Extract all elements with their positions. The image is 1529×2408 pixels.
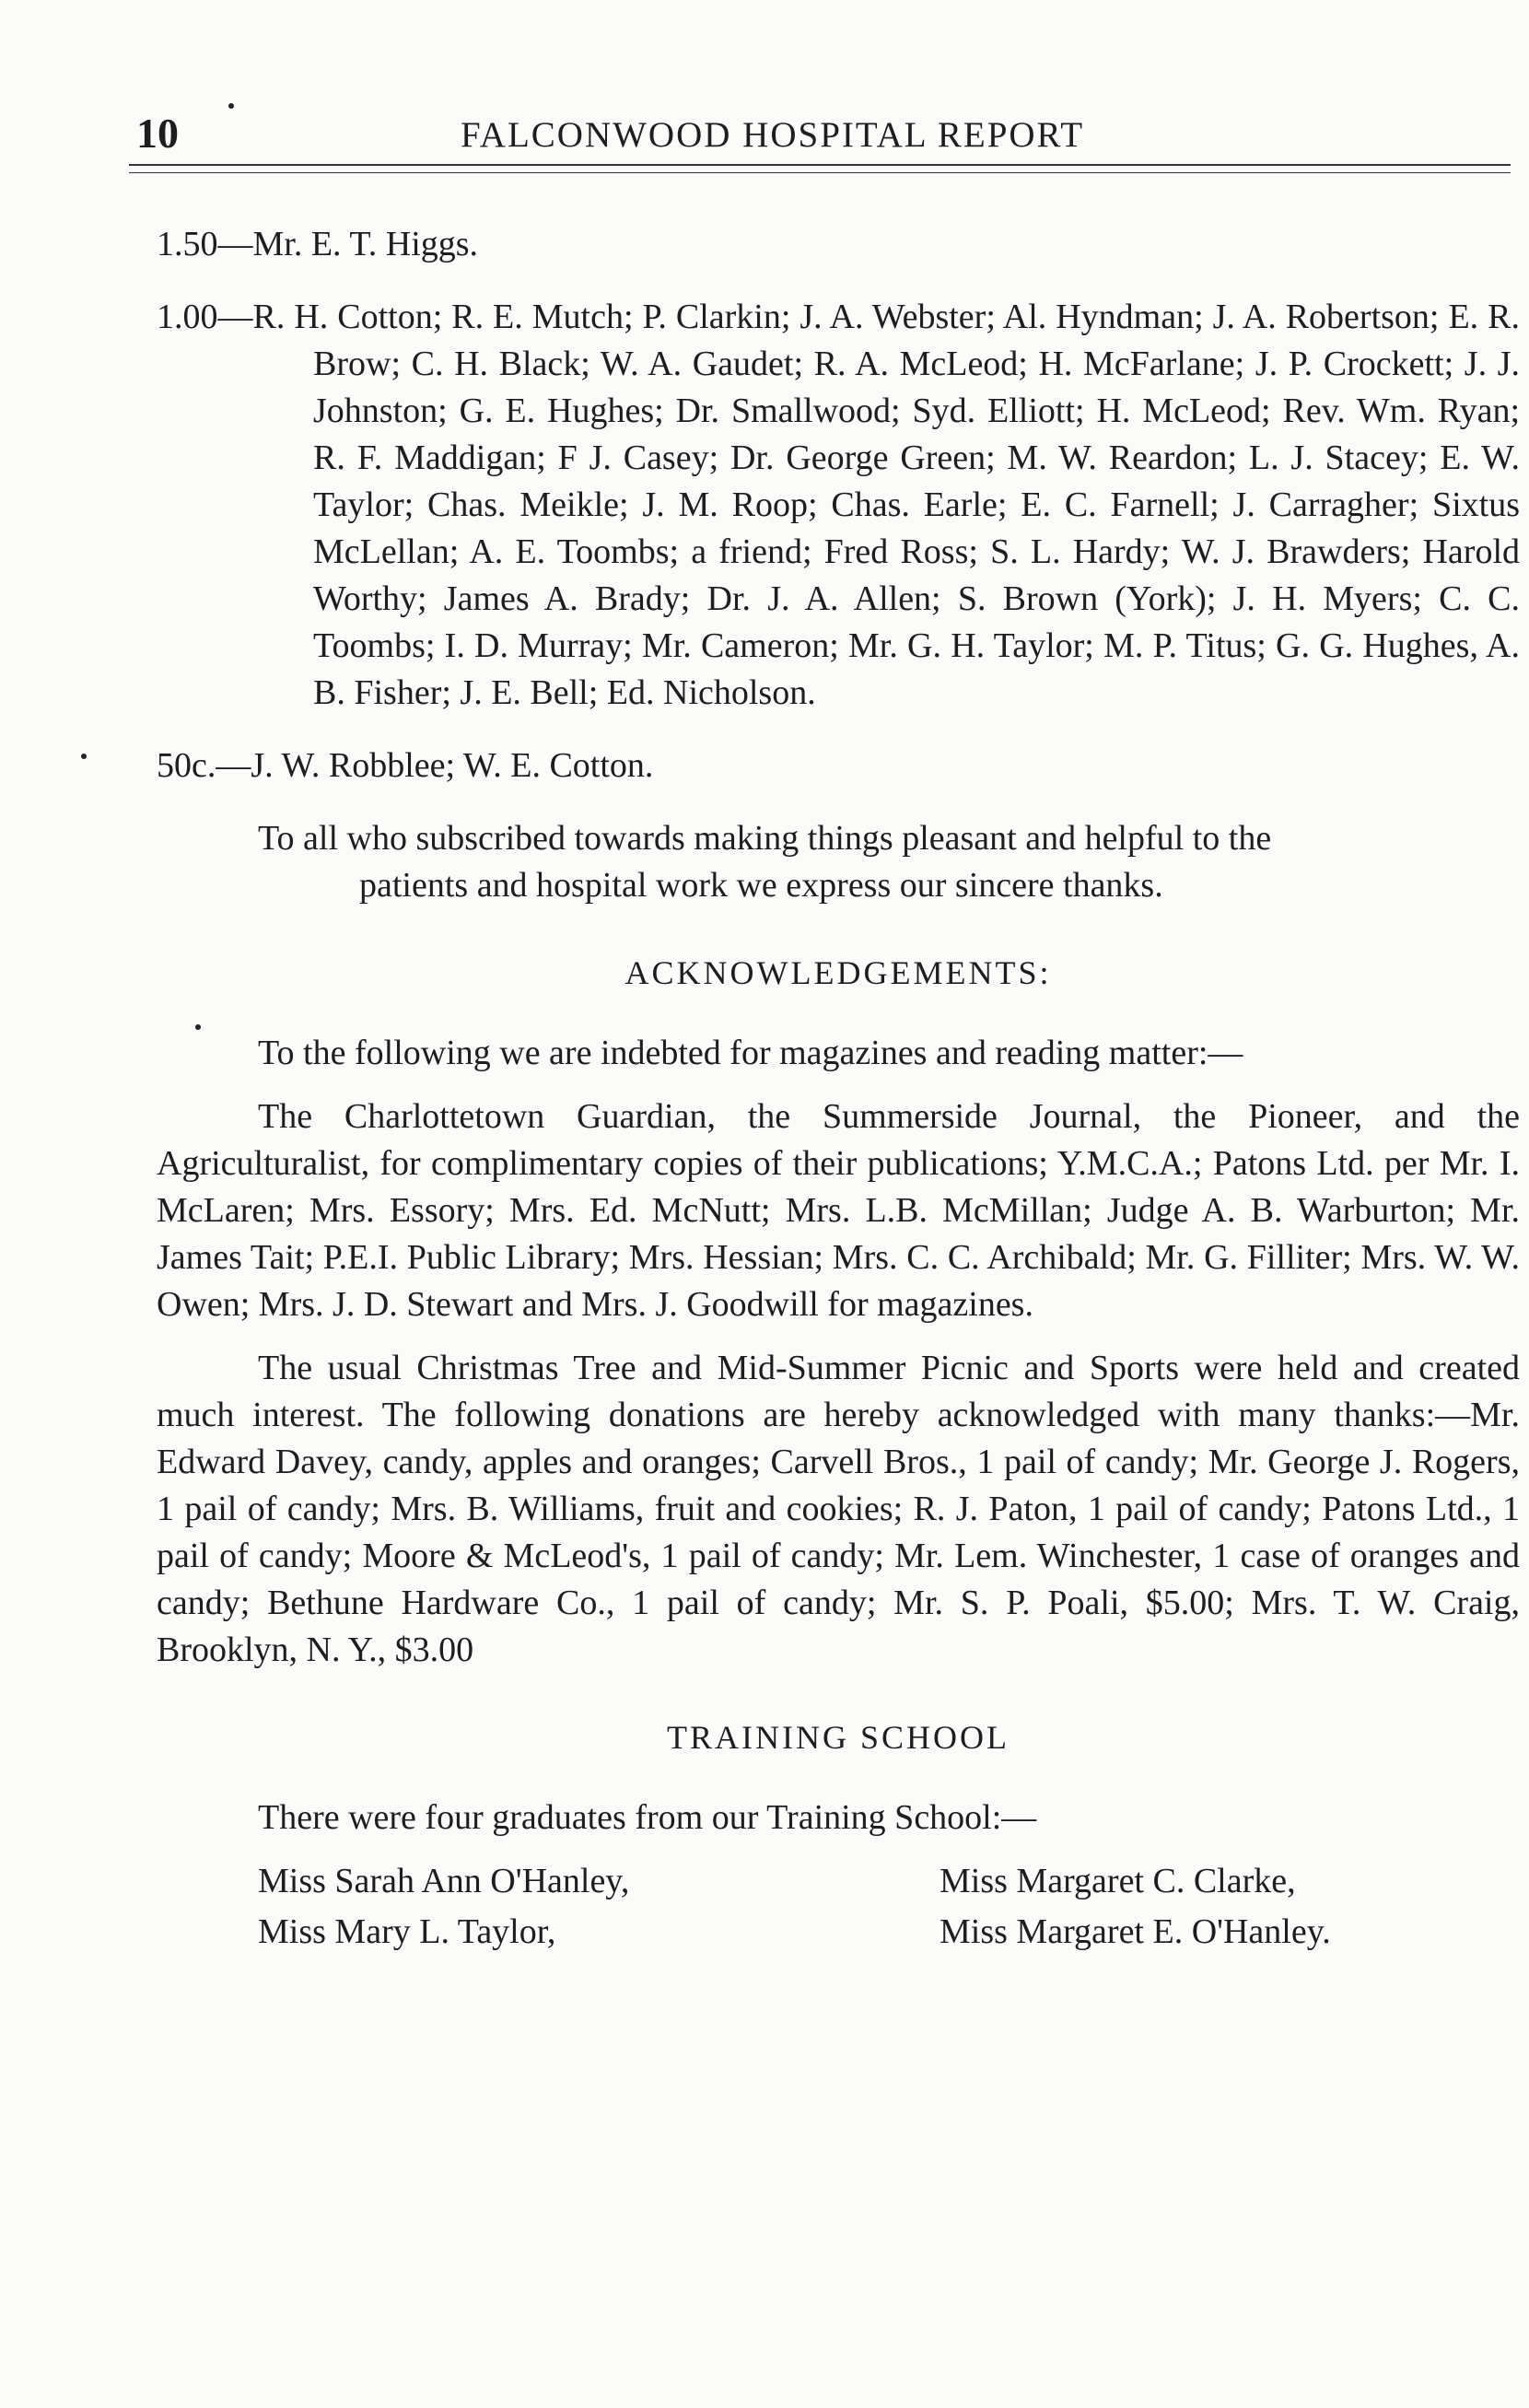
graduate-name: Miss Margaret E. O'Hanley. [940,1912,1331,1951]
graduate-name: Miss Sarah Ann O'Hanley, [258,1862,630,1900]
print-speck [81,754,87,759]
subscription-entry [157,294,1520,717]
subscriber-names: J. W. Robblee; W. E. Cotton. [251,746,654,785]
running-head: FALCONWOOD HOSPITAL REPORT [461,115,1085,155]
acknowledgements-magazines: The Charlottetown Guardian, the Summerside Journal, the Pioneer, and the Agriculturalist, for complimentary copies of their publications; Y.M.C.A.; Patons Ltd. per Mr. I. McLaren; Mrs. Essory; Mrs. Ed. McNutt; Mrs. L.B. McMillan; Judge A. B. Warburton; Mr. James Tait; P.E.I. Public Library; Mrs. Hessian; Mrs. C. C. Archibald; Mr. G. Filliter; Mrs. W. W. Owen; Mrs. J. D. Stewart and Mrs. J. Goodwill for magazines. [157,1097,1520,1324]
thanks-paragraph [157,815,1520,909]
subscription-amount: 1.00— [157,298,253,336]
page-header [129,109,1483,164]
header-rule-thin [129,172,1511,173]
acknowledgements-donations: The usual Christmas Tree and Mid-Summer Picnic and Sports were held and created much interest. The following donations are hereby acknowledged with many thanks:—Mr. Edward Davey, candy, apples and oranges; Carvell Bros., 1 pail of candy; Mr. George J. Rogers, 1 pail of candy; Mrs. B. Williams, fruit and cookies; R. J. Paton, 1 pail of candy; Patons Ltd., 1 pail of candy; Moore & McLeod's, 1 pail of candy; Mr. Lem. Winchester, 1 case of oranges and candy; Bethune Hardware Co., 1 pail of candy; Mr. S. P. Poali, $5.00; Mrs. T. W. Craig, Brooklyn, N. Y., $3.00 [157,1349,1520,1669]
acknowledgements-heading: ACKNOWLEDGEMENTS: [624,954,1052,991]
thanks-line-1: To all who subscribed towards making things pleasant and helpful to the [258,819,1272,858]
subscription-amount: 50c.— [157,746,251,785]
subscription-amount: 1.50— [157,225,253,263]
subscriber-names: Mr. E. T. Higgs. [252,225,479,263]
print-speck [228,103,234,109]
subscriber-names: R. H. Cotton; R. E. Mutch; P. Clarkin; J. A. Webster; Al. Hyndman; J. A. Robertson; E. R. Brow; C. H. Black; W. A. Gaudet; R. A. McLeod; H. McFarlane; J. P. Crockett; J. J. Johnston; G. E. Hughes; Dr. Smallwood; Syd. Elliott; H. McLeod; Rev. Wm. Ryan; R. F. Maddigan; F J. Casey; Dr. George Green; M. W. Reardon; L. J. Stacey; E. W. Taylor; Chas. Meikle; J. M. Roop; Chas. Earle; E. C. Farnell; J. Carragher; Sixtus McLellan; A. E. Toombs; a friend; Fred Ross; S. L. Hardy; W. J. Brawders; Harold Worthy; James A. Brady; Dr. J. A. Allen; S. Brown (York); J. H. Myers; C. C. Toombs; I. D. Murray; Mr. Cameron; Mr. G. H. Taylor; M. P. Titus; G. G. Hughes, A. B. Fisher; J. E. Bell; Ed. Nicholson. [252,298,1520,712]
graduate-name: Miss Margaret C. Clarke, [940,1862,1296,1900]
training-school-intro: There were four graduates from our Training School:— [258,1798,1037,1837]
graduates-list [157,1858,1520,1956]
subscription-entry [157,742,1520,789]
header-rule [129,164,1511,166]
print-speck [195,1024,201,1030]
thanks-line-2: patients and hospital work we express our sincere thanks. [359,866,1163,905]
training-school-heading: TRAINING SCHOOL [667,1719,1010,1756]
graduate-name: Miss Mary L. Taylor, [258,1912,556,1951]
page-body [157,221,1520,1956]
subscription-entry [157,221,1520,268]
acknowledgements-intro: To the following we are indebted for magazines and reading matter:— [258,1034,1243,1072]
page-number: 10 [136,110,179,157]
